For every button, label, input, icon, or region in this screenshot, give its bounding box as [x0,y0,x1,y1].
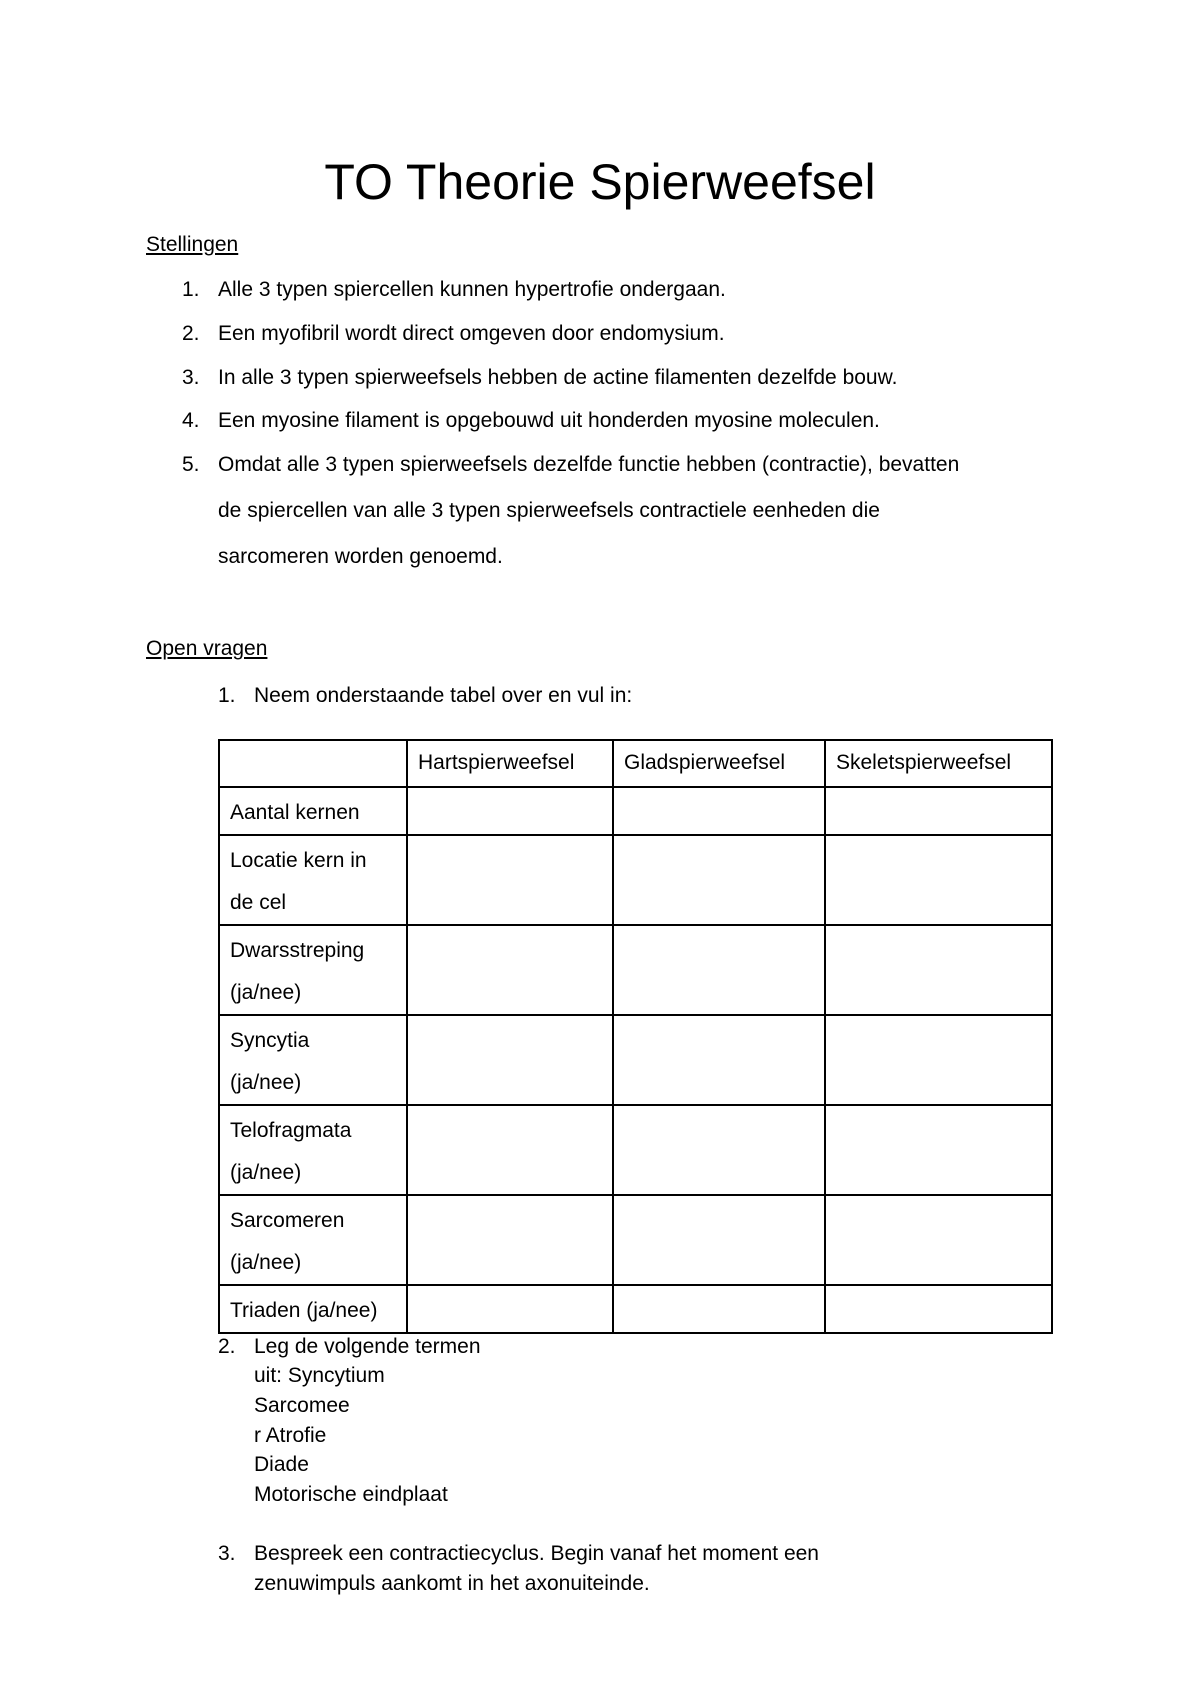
row-label-line: Sarcomeren [230,1209,345,1232]
answer-cell[interactable] [825,925,1052,1015]
row-label-line: Triaden (ja/nee) [230,1299,378,1322]
answer-cell[interactable] [407,1285,613,1333]
question-2 [218,1333,481,1361]
answer-cell[interactable] [407,1015,613,1105]
answer-cell[interactable] [613,1015,825,1105]
stellingen-heading: Stellingen [146,233,239,256]
answer-cell[interactable] [613,1195,825,1285]
term-line: r Atrofie [254,1424,327,1447]
answer-cell[interactable] [825,1285,1052,1333]
question-text: Neem onderstaande tabel over en vul in: [254,684,633,707]
answer-cell[interactable] [613,1105,825,1195]
stelling-number: 2. [182,322,200,345]
row-label [219,787,407,835]
row-label [219,1195,407,1285]
answer-cell[interactable] [825,1105,1052,1195]
stelling-text: Een myosine filament is opgebouwd uit honderden myosine moleculen. [218,409,880,432]
page-title: TO Theorie Spierweefsel [324,154,876,210]
stelling-text-continued: sarcomeren worden genoemd. [218,545,503,568]
row-label [219,1105,407,1195]
table-header-cell: Hartspierweefsel [407,740,613,787]
table-header-cell: Skeletspierweefsel [825,740,1052,787]
answer-cell[interactable] [613,835,825,925]
stelling-number: 5. [182,453,200,476]
answer-cell[interactable] [825,1015,1052,1105]
stelling-text: Omdat alle 3 typen spierweefsels dezelfde functie hebben (contractie), bevatten [218,453,960,476]
answer-cell[interactable] [613,1285,825,1333]
row-label-line: Telofragmata [230,1119,352,1142]
answer-cell[interactable] [825,835,1052,925]
stelling-text-continued: de spiercellen van alle 3 typen spierweefsels contractiele eenheden die [218,499,880,522]
stelling-item [182,320,725,348]
stelling-item [182,276,726,304]
row-label-line: (ja/nee) [230,1251,302,1274]
term-line: Motorische eindplaat [254,1483,448,1506]
question-number: 1. [218,684,236,707]
table-row [219,1015,1052,1105]
open-vragen-heading: Open vragen [146,637,268,660]
question-text: Bespreek een contractiecyclus. Begin vanaf het moment een [254,1542,819,1565]
row-label-line: Syncytia [230,1029,310,1052]
row-label-line: Dwarsstreping [230,939,365,962]
row-label-line: Locatie kern in [230,849,367,872]
stelling-item [182,407,880,435]
question-1 [218,682,632,710]
term-line: Diade [254,1453,309,1476]
answer-cell[interactable] [407,787,613,835]
answer-cell[interactable] [407,1195,613,1285]
table-header-cell-empty [219,740,407,787]
question-number: 2. [218,1335,236,1358]
table-row [219,1105,1052,1195]
stelling-number: 4. [182,409,200,432]
table-row [219,787,1052,835]
row-label [219,1015,407,1105]
row-label-line: (ja/nee) [230,1071,302,1094]
term-line: Sarcomee [254,1394,350,1417]
question-text-continued: zenuwimpuls aankomt in het axonuiteinde. [254,1572,650,1595]
stelling-number: 3. [182,366,200,389]
row-label [219,835,407,925]
row-label-line: (ja/nee) [230,981,302,1004]
answer-cell[interactable] [613,925,825,1015]
answer-cell[interactable] [825,1195,1052,1285]
answer-cell[interactable] [407,835,613,925]
answer-cell[interactable] [407,1105,613,1195]
answer-cell[interactable] [613,787,825,835]
row-label-line: (ja/nee) [230,1161,302,1184]
question-text: Leg de volgende termen [254,1335,481,1358]
answer-cell[interactable] [825,787,1052,835]
table-row [219,1285,1052,1333]
table-header-row [219,740,1052,787]
fill-in-table [218,739,1053,1334]
table-row [219,925,1052,1015]
row-label [219,925,407,1015]
stelling-text: Alle 3 typen spiercellen kunnen hypertrofie ondergaan. [218,278,726,301]
question-number: 3. [218,1542,236,1565]
question-3 [218,1540,819,1568]
row-label [219,1285,407,1333]
stelling-item [182,451,959,479]
stelling-text: Een myofibril wordt direct omgeven door endomysium. [218,322,725,345]
stelling-item [182,364,897,392]
table-header-cell: Gladspierweefsel [613,740,825,787]
row-label-line: de cel [230,891,287,914]
table-row [219,1195,1052,1285]
term-line: uit: Syncytium [254,1364,385,1387]
stelling-number: 1. [182,278,200,301]
row-label-line: Aantal kernen [230,801,360,824]
stelling-text: In alle 3 typen spierweefsels hebben de actine filamenten dezelfde bouw. [218,366,898,389]
answer-cell[interactable] [407,925,613,1015]
table-row [219,835,1052,925]
